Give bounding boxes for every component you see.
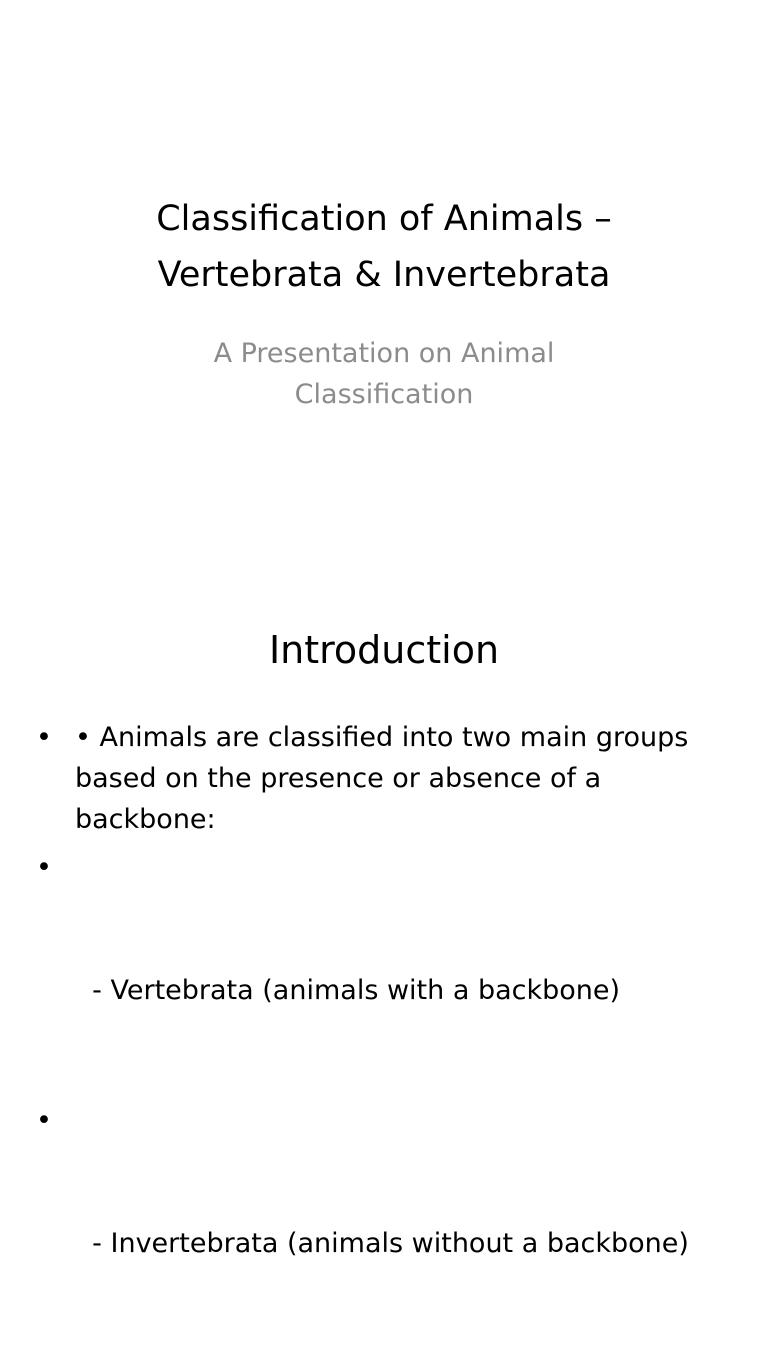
bullet-text-line: • Animals are classified into two main groups xyxy=(75,722,689,753)
bullet-text-line: - Vertebrata (animals with a backbone) xyxy=(75,975,621,1006)
bullet-text-line: - Invertebrata (animals without a backbone) xyxy=(75,1228,689,1259)
slide-title-line: Vertebrata & Invertebrata xyxy=(157,255,611,295)
slide-title-line: Classification of Animals – xyxy=(156,199,612,239)
bullet-icon: • xyxy=(36,1105,52,1136)
bullet-text-line: backbone: xyxy=(75,804,216,835)
introduction-slide xyxy=(0,512,768,1259)
slide-heading: Introduction xyxy=(268,628,500,672)
slide-subtitle-line: A Presentation on Animal xyxy=(213,338,555,369)
slide-title xyxy=(40,191,728,303)
bullet-icon: • xyxy=(36,852,52,883)
bullet-item xyxy=(36,717,736,840)
slide-subtitle-line: Classification xyxy=(294,379,474,410)
title-slide xyxy=(0,0,768,512)
bullet-icon: • xyxy=(36,722,52,753)
bullet-text-line: based on the presence or absence of a xyxy=(75,763,602,794)
bullet-item xyxy=(36,1100,736,1346)
bullet-item xyxy=(36,847,736,1093)
slide-subtitle xyxy=(90,333,678,415)
bullet-list xyxy=(36,717,736,1353)
